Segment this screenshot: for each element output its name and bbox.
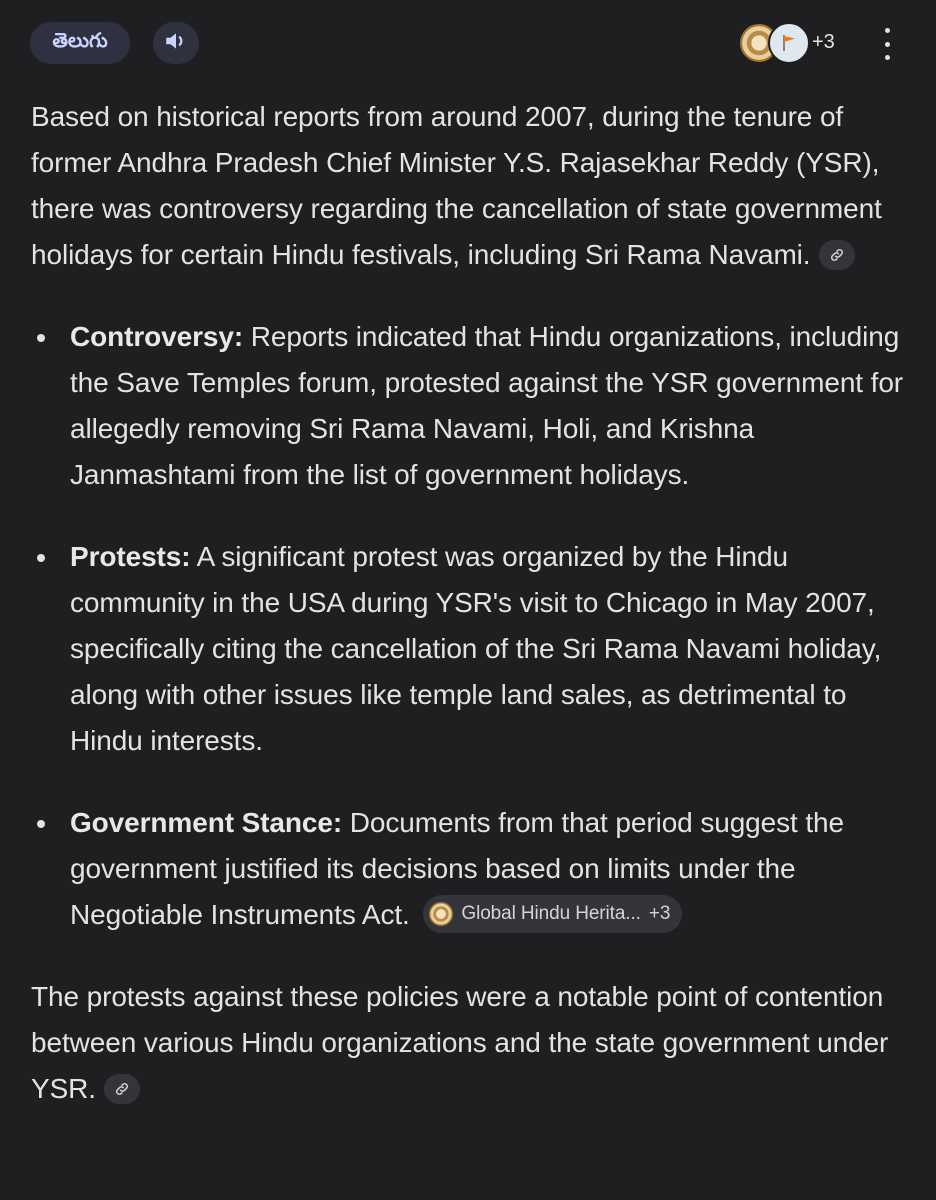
language-chip[interactable] xyxy=(30,22,130,64)
bullet-heading: Protests: xyxy=(70,541,191,572)
outro-paragraph xyxy=(31,974,911,1112)
list-item xyxy=(31,800,911,938)
bullet-text: A significant protest was organized by the Hindu community in the USA during YSR's visit to Chicago in May 2007, specifically citing the cancellation of the Sri Rama Navami holiday, along with other issues like temple land sales, as detrimental to Hindu interests. xyxy=(70,541,882,756)
more-vert-icon[interactable] xyxy=(876,28,898,60)
intro-paragraph xyxy=(31,94,901,278)
link-icon[interactable] xyxy=(819,240,855,270)
list-item xyxy=(31,314,911,498)
list-item xyxy=(31,534,911,764)
bullet-text: Documents from that period suggest the government justified its decisions based on limits under the Negotiable Instruments Act. xyxy=(70,807,844,930)
response-toolbar xyxy=(0,0,936,90)
answer-body xyxy=(31,94,911,1112)
intro-text: Based on historical reports from around 2007, during the tenure of former Andhra Pradesh Chief Minister Y.S. Rajasekhar Reddy (YSR), there was controversy regarding the cancellation of state government holidays for certain Hindu festivals, including Sri Rama Navami. xyxy=(31,101,882,270)
bullet-heading: Government Stance: xyxy=(70,807,343,838)
source-chip[interactable] xyxy=(423,895,682,933)
key-points-list xyxy=(31,314,911,938)
speaker-icon xyxy=(163,28,189,59)
source-favicon-icon xyxy=(429,902,453,926)
listen-button[interactable] xyxy=(153,22,199,64)
sources-count: +3 xyxy=(812,31,835,53)
sources-button[interactable] xyxy=(738,22,848,64)
source-chip-more: +3 xyxy=(648,902,671,924)
bullet-text: Reports indicated that Hindu organizations, including the Save Temples forum, protested against the YSR government for allegedly removing Sri Rama Navami, Holi, and Krishna Janmashtami from the list of government holidays. xyxy=(70,321,904,490)
outro-text: The protests against these policies were a notable point of contention between various Hindu organizations and the state government under YSR. xyxy=(31,981,889,1104)
bullet-heading: Controversy: xyxy=(70,321,244,352)
language-label: తెలుగు xyxy=(52,29,108,52)
link-icon[interactable] xyxy=(104,1074,140,1104)
source-chip-label: Global Hindu Herita... xyxy=(461,902,641,924)
source-avatar-flag xyxy=(768,22,810,64)
